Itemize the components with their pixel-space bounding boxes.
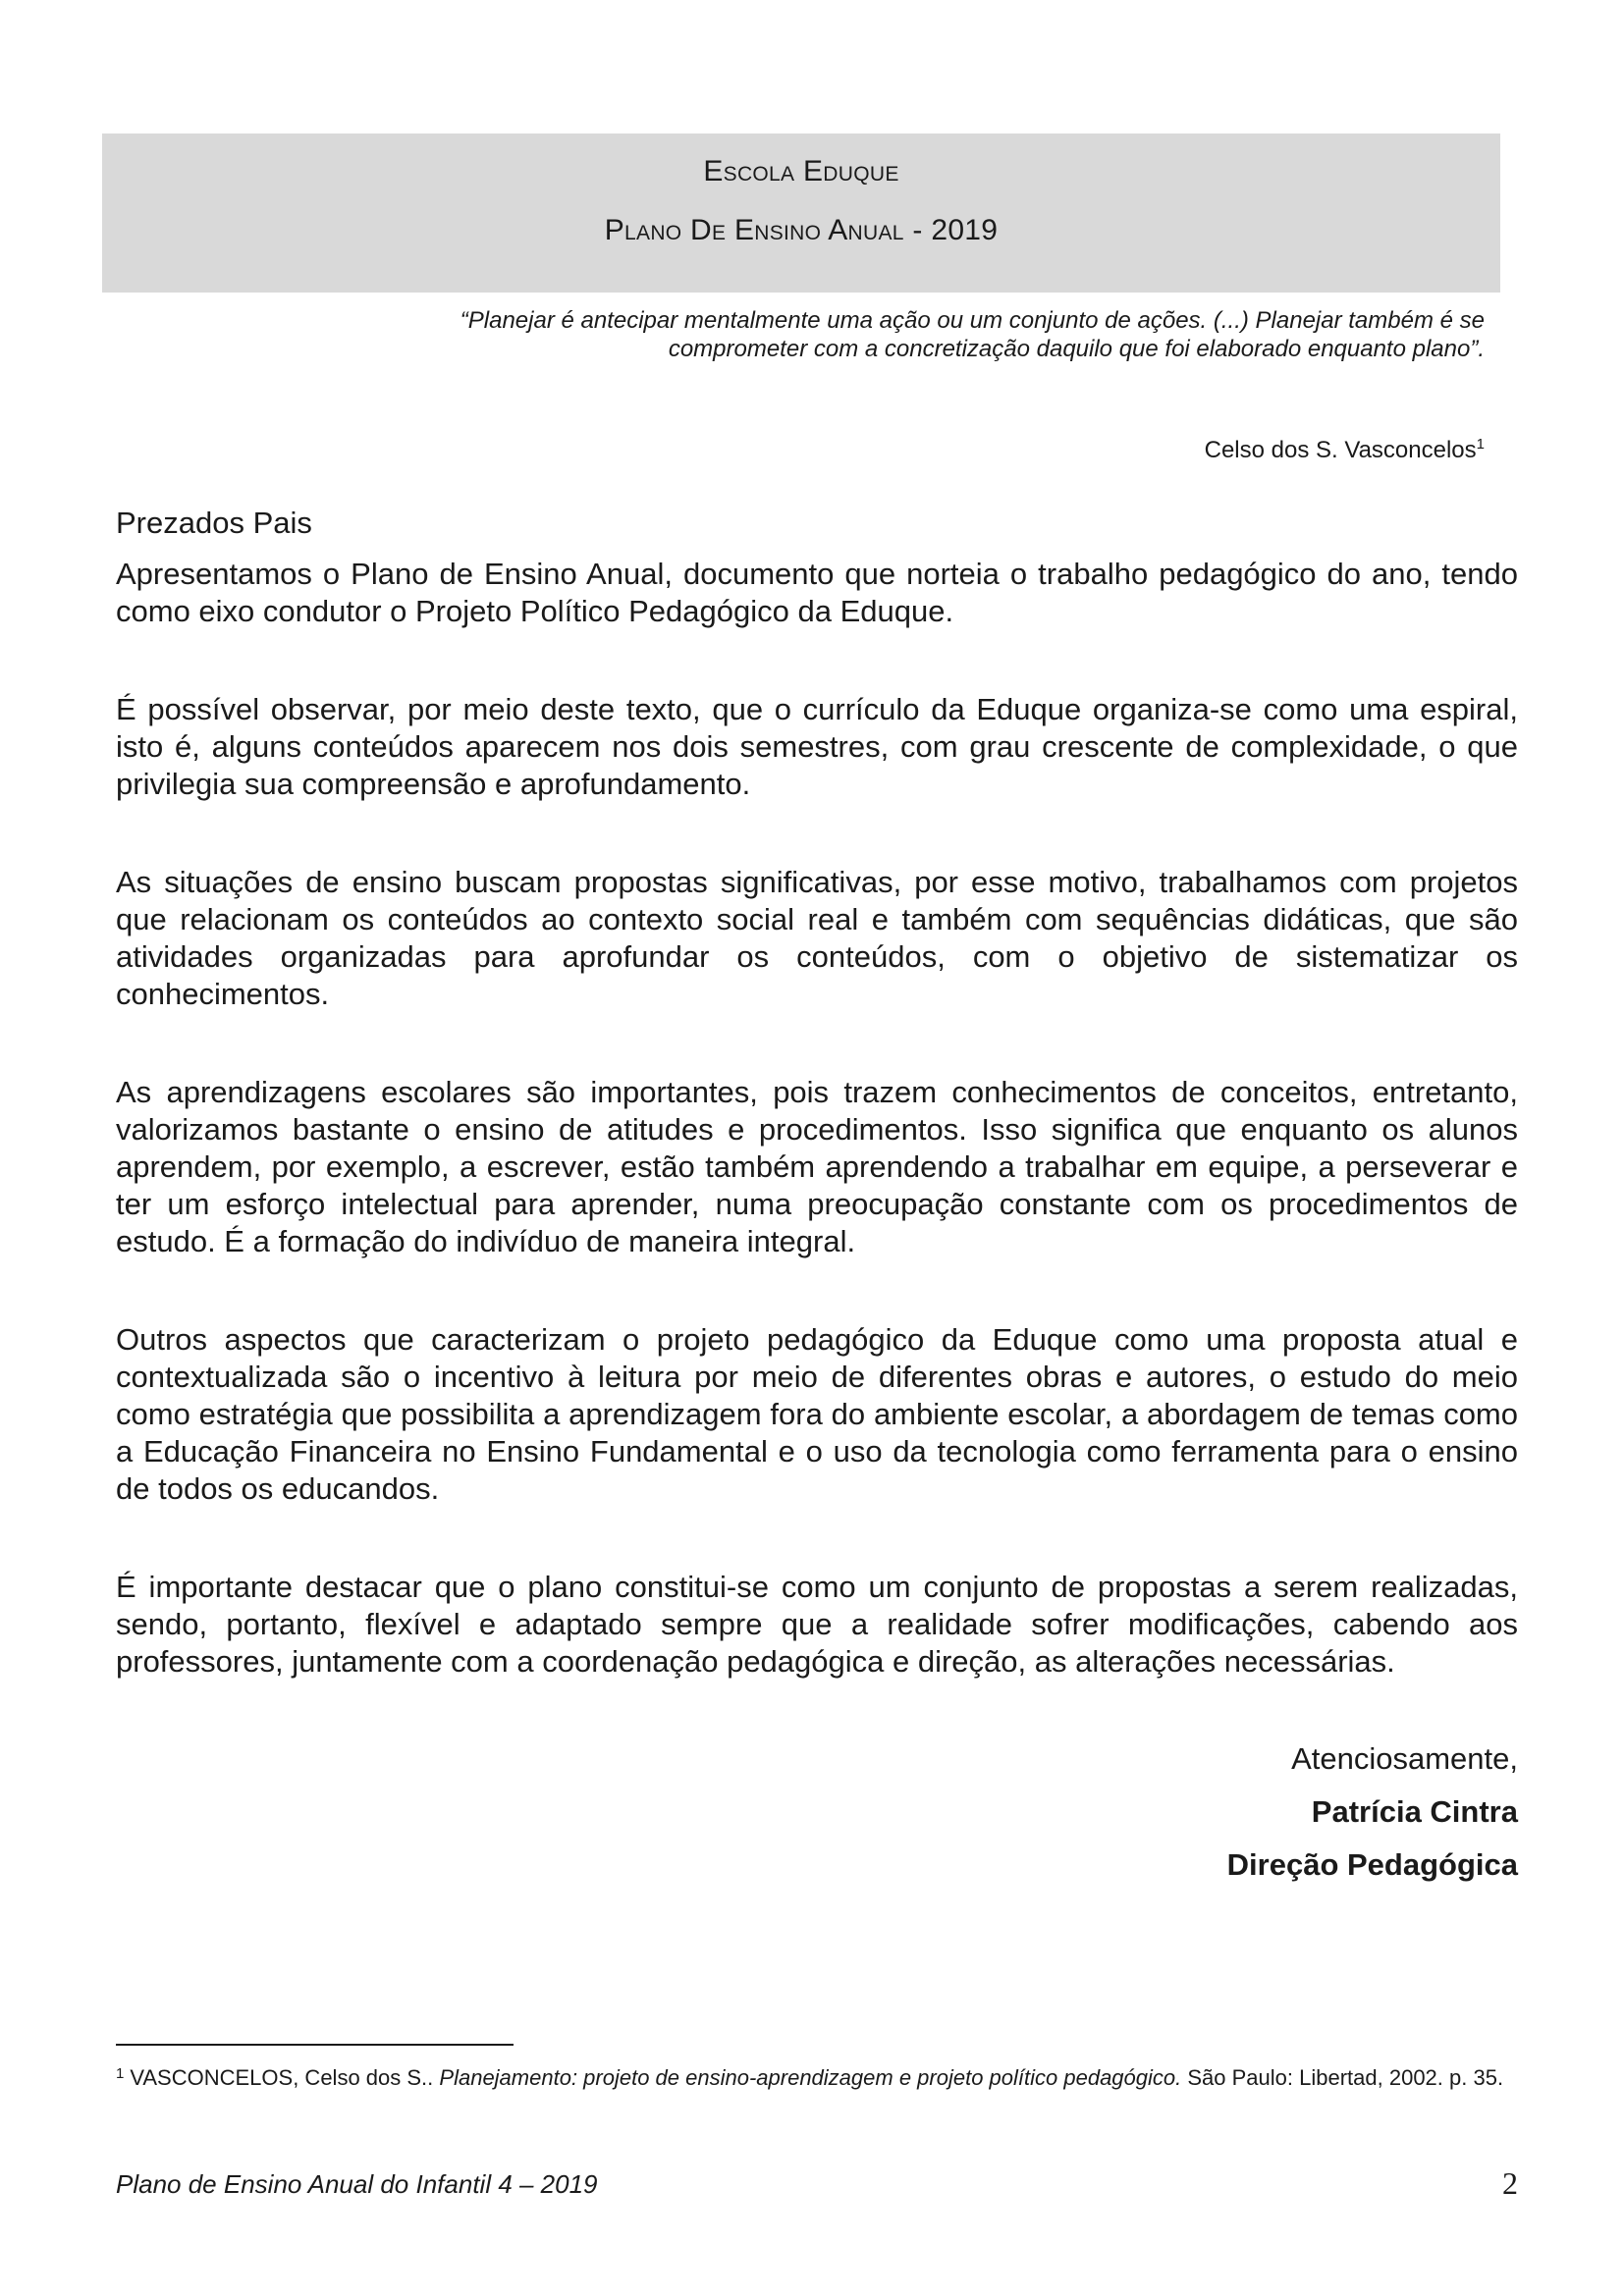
plan-title: Plano De Ensino Anual - 2019 [604, 214, 999, 246]
salutation: Prezados Pais [116, 506, 312, 540]
paragraph: As aprendizagens escolares são importantes, pois trazem conhecimentos de conceitos, entretanto, valorizamos bastante o ensino de atitudes e procedimentos. Isso significa que enquanto os alunos aprendem, por exemplo, a escrever, estão também aprendendo a trabalhar em equipe, a perseverar e ter um esforço intelectual para aprender, numa preocupação constante com os procedimentos de estudo. É a formação do indivíduo de maneira integral. [116, 1075, 1518, 1258]
epigraph-author-name: Celso dos S. Vasconcelos [1204, 437, 1477, 463]
footer-document-title: Plano de Ensino Anual do Infantil 4 – 2019 [116, 2169, 598, 2199]
footnote-title: Planejamento: projeto de ensino-aprendizagem e projeto político pedagógico. [439, 2065, 1182, 2090]
footnote-author: VASCONCELOS, Celso dos S.. [130, 2065, 434, 2090]
document-header [102, 133, 1500, 293]
footnote [116, 2057, 1518, 2095]
footnote-publication: São Paulo: Libertad, 2002. p. 35. [1187, 2065, 1504, 2090]
footnote-number: 1 [116, 2065, 125, 2082]
epigraph-author [884, 436, 1485, 464]
paragraph: Apresentamos o Plano de Ensino Anual, documento que norteia o trabalho pedagógico do ano, tendo como eixo condutor o Projeto Político Pedagógico da Eduque. [116, 557, 1518, 628]
school-name: Escola Eduque [703, 155, 899, 187]
paragraph: É importante destacar que o plano constitui-se como um conjunto de propostas a serem realizadas, sendo, portanto, flexível e adaptado sempre que a realidade sofrer modificações, cabendo aos professores, juntamente com a coordenação pedagógica e direção, as alterações necessárias. [116, 1570, 1518, 1679]
paragraph: Outros aspectos que caracterizam o projeto pedagógico da Eduque como uma proposta atual e contextualizada são o incentivo à leitura por meio de diferentes obras e autores, o estudo do meio como estratégia que possibilita a aprendizagem fora do ambiente escolar, a abordagem de temas como a Educação Financeira no Ensino Fundamental e o uso da tecnologia como ferramenta para o ensino de todos os educandos. [116, 1322, 1518, 1506]
footnote-divider [116, 2044, 514, 2046]
page-number: 2 [1502, 2165, 1518, 2201]
signer-role: Direção Pedagógica [1226, 1847, 1518, 1882]
footnote-reference: 1 [1476, 436, 1485, 453]
paragraph: É possível observar, por meio deste texto, que o currículo da Eduque organiza-se como uma espiral, isto é, alguns conteúdos aparecem nos dois semestres, com grau crescente de complexidade, o que privilegia sua compreensão e aprofundamento. [116, 692, 1518, 801]
paragraph: As situações de ensino buscam propostas significativas, por esse motivo, trabalhamos com projetos que relacionam os conteúdos ao contexto social real e também com sequências didáticas, que são atividades organizadas para aprofundar os conteúdos, com o objetivo de sistematizar os conhecimentos. [116, 865, 1518, 1011]
closing-phrase: Atenciosamente, [1291, 1741, 1518, 1776]
epigraph-quote: “Planejar é antecipar mentalmente uma ação ou um conjunto de ações. (...) Planejar também é se comprometer com a concretização daquilo que foi elaborado enquanto plano”. [460, 307, 1485, 362]
signer-name: Patrícia Cintra [1311, 1794, 1518, 1829]
